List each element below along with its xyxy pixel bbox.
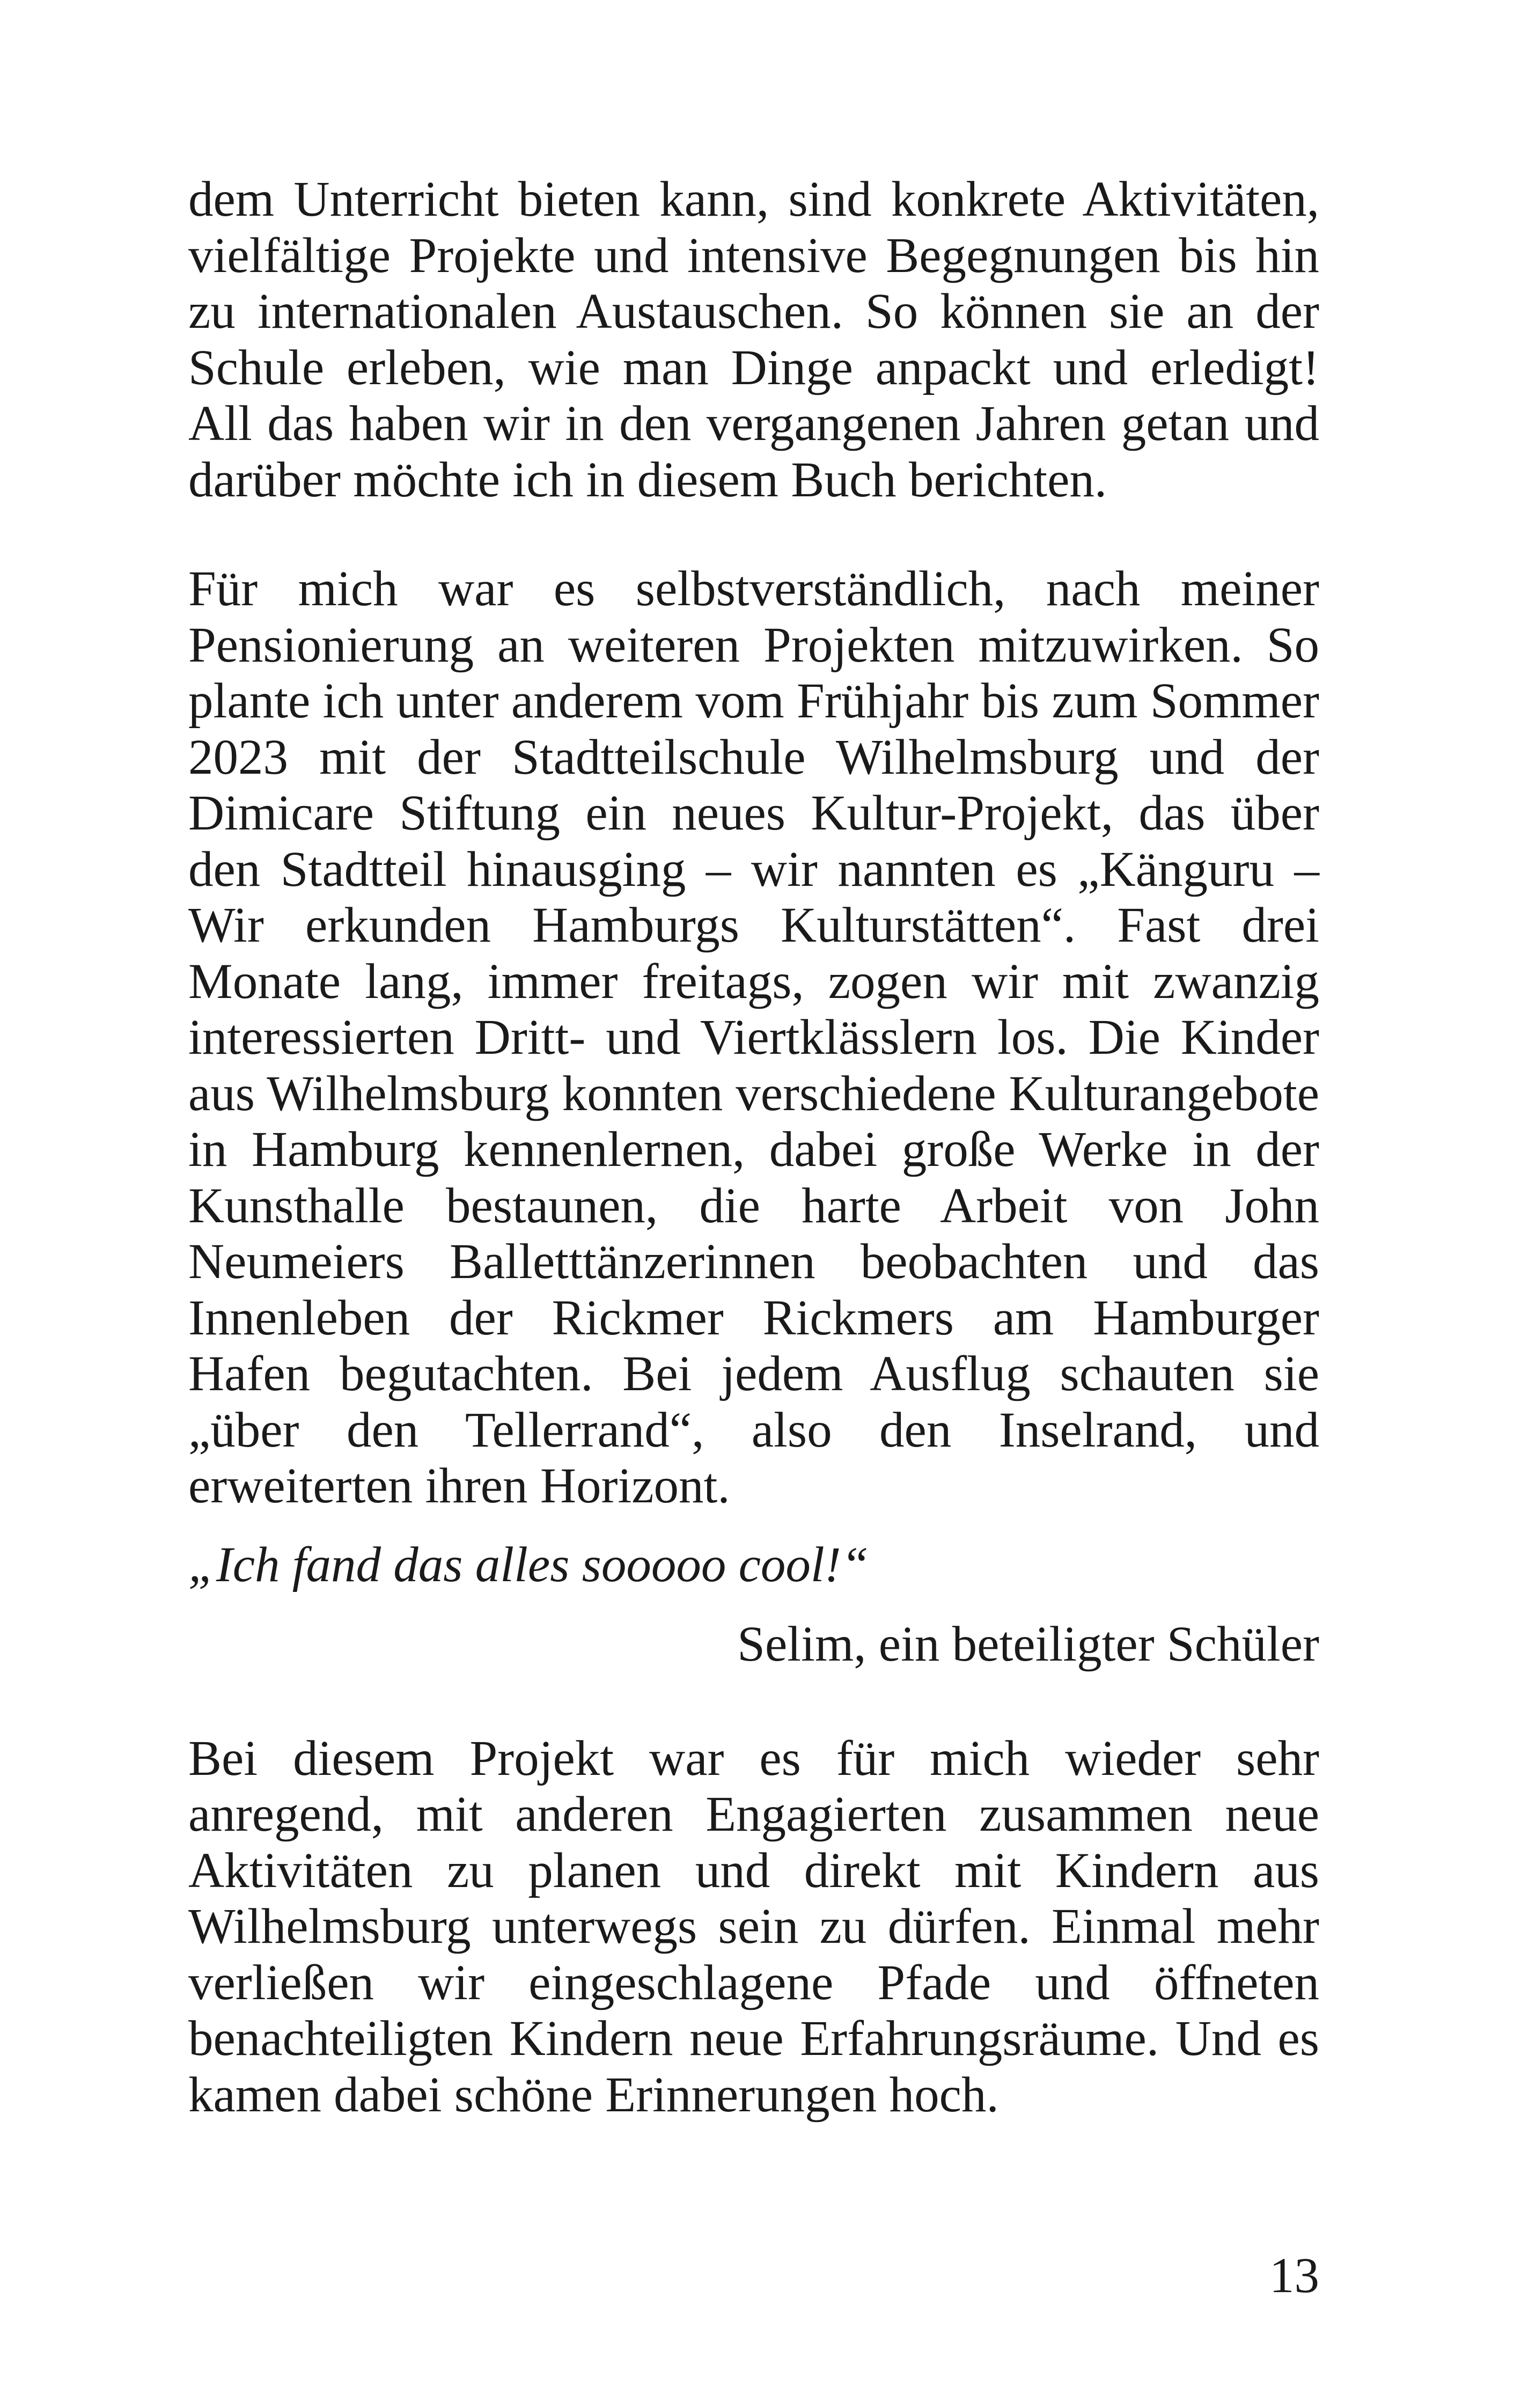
- paragraph-intro: dem Unterricht bieten kann, sind konkrete Aktivitäten, vielfältige Projekte und intensive Begegnungen bis hin zu internationalen Austauschen. So können sie an der Schule erleben, wie man Dinge anpackt und erledigt! All das haben wir in den vergangenen Jahren getan und darüber möchte ich in diesem Buch berichten.: [188, 172, 1319, 508]
- paragraph-kangaroo-project: Für mich war es selbstverständlich, nach meiner Pensionierung an weiteren Projekten mitzuwirken. So plante ich unter anderem vom Frühjahr bis zum Sommer 2023 mit der Stadtteilschule Wilhelmsburg und der Dimicare Stiftung ein neues Kultur-Projekt, das über den Stadtteil hinausging – wir nannten es „Känguru – Wir erkunden Hamburgs Kulturstätten“. Fast drei Monate lang, immer freitags, zogen wir mit zwanzig interessierten Dritt- und Viertklässlern los. Die Kinder aus Wilhelmsburg konnten verschiedene Kulturangebote in Hamburg kennenlernen, dabei große Werke in der Kunsthalle bestaunen, die harte Arbeit von John Neumeiers Balletttänzerinnen beobachten und das Innenleben der Rickmer Rickmers am Hamburger Hafen begutachten. Bei jedem Ausflug schauten sie „über den Tellerrand“, also den Inselrand, und erweiterten ihren Horizont.: [188, 561, 1319, 1514]
- quote-attribution: Selim, ein beteiligter Schüler: [737, 1617, 1319, 1672]
- page-body: [188, 172, 1319, 2123]
- paragraph-reflection: Bei diesem Projekt war es für mich wieder sehr anregend, mit anderen Engagierten zusammen neue Aktivitäten zu planen und direkt mit Kindern aus Wilhelmsburg unterwegs sein zu dürfen. Einmal mehr verließen wir eingeschlagene Pfade und öffneten benachteiligten Kindern neue Erfahrungsräume. Und es kamen dabei schöne Erinnerungen hoch.: [188, 1730, 1319, 2123]
- student-quote: „Ich fand das alles sooooo cool!“: [188, 1537, 869, 1592]
- page-number: 13: [1269, 2248, 1319, 2303]
